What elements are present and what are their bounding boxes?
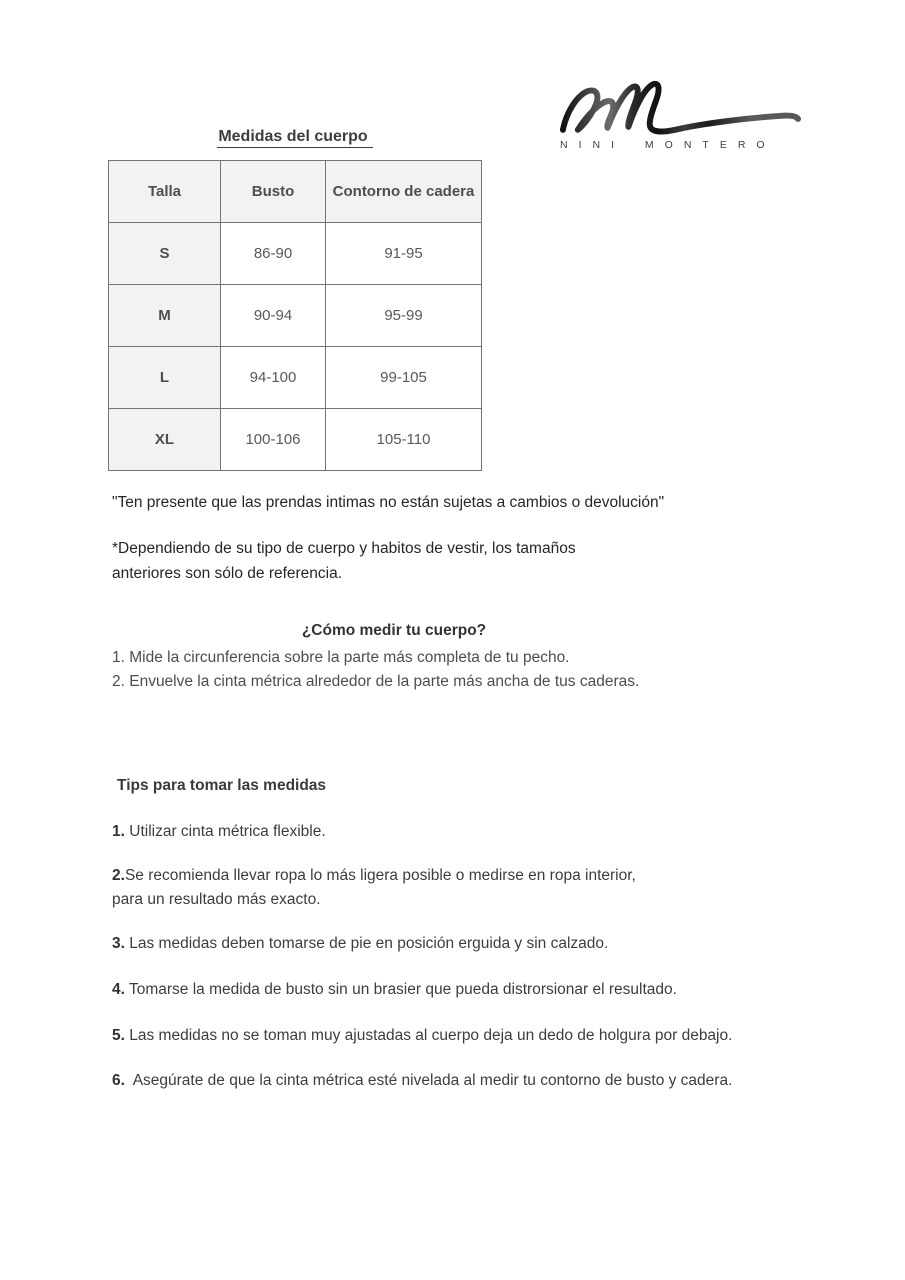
- tip-item-1: [112, 820, 882, 844]
- tip-item-6: [112, 1069, 882, 1093]
- tip-item-3: [112, 932, 882, 956]
- how-to-measure-heading: ¿Cómo medir tu cuerpo?: [301, 622, 487, 639]
- tip-number: 3.: [112, 935, 125, 952]
- reference-disclaimer: [112, 536, 576, 586]
- no-returns-note: "Ten presente que las prendas intimas no están sujetas a cambios o devolución": [112, 494, 665, 511]
- tips-heading: Tips para tomar las medidas: [117, 777, 327, 794]
- table-cell-cadera: 95-99: [326, 285, 482, 347]
- page-title-text: Medidas del cuerpo: [217, 128, 372, 148]
- brand-name: NINI MONTERO: [560, 139, 776, 151]
- table-cell-size: M: [109, 285, 221, 347]
- table-cell-busto: 90-94: [221, 285, 326, 347]
- tip-number: 4.: [112, 981, 125, 998]
- header-cell-cadera: Contorno de cadera: [326, 161, 482, 223]
- tip-number: 5.: [112, 1027, 125, 1044]
- page-title: [108, 128, 482, 146]
- tip-text: Las medidas deben tomarse de pie en posición erguida y sin calzado.: [124, 935, 609, 952]
- tip-number: 6.: [112, 1072, 125, 1089]
- tip-text: Asegúrate de que la cinta métrica esté nivelada al medir tu contorno de busto y cadera.: [124, 1072, 733, 1089]
- table-cell-size: XL: [109, 409, 221, 471]
- table-row: [109, 223, 482, 285]
- table-cell-cadera: 99-105: [326, 347, 482, 409]
- disclaimer-line-1: *Dependiendo de su tipo de cuerpo y habitos de vestir, los tamaños: [112, 540, 576, 557]
- brand-logo: [556, 80, 806, 151]
- table-cell-busto: 94-100: [221, 347, 326, 409]
- table-cell-size: S: [109, 223, 221, 285]
- tip-text: Se recomienda llevar ropa lo más ligera posible o medirse en ropa interior,: [124, 867, 636, 884]
- table-row: [109, 409, 482, 471]
- table-cell-cadera: 91-95: [326, 223, 482, 285]
- tip-item-4: [112, 978, 882, 1002]
- how-to-step-2: 2. Envuelve la cinta métrica alrededor de la parte más ancha de tus caderas.: [112, 672, 640, 690]
- header-cell-talla: Talla: [109, 161, 221, 223]
- tip-text-line-2: para un resultado más exacto.: [112, 891, 321, 908]
- tip-item-5: [112, 1024, 882, 1048]
- how-to-measure-steps: [112, 646, 639, 693]
- header-cell-busto: Busto: [221, 161, 326, 223]
- disclaimer-line-2: anteriores son sólo de referencia.: [112, 565, 343, 582]
- nm-monogram-icon: [556, 80, 804, 138]
- tip-number: 1.: [112, 823, 125, 840]
- tip-number: 2.: [112, 867, 125, 884]
- table-cell-busto: 100-106: [221, 409, 326, 471]
- how-to-step-1: 1. Mide la circunferencia sobre la parte más completa de tu pecho.: [112, 649, 570, 666]
- table-row: [109, 285, 482, 347]
- tip-item-2: [112, 864, 882, 912]
- table-cell-size: L: [109, 347, 221, 409]
- tip-text: Las medidas no se toman muy ajustadas al cuerpo deja un dedo de holgura por debajo.: [124, 1027, 733, 1044]
- tip-text: Tomarse la medida de busto sin un brasier que pueda distrorsionar el resultado.: [124, 981, 677, 998]
- table-row: [109, 347, 482, 409]
- table-header-row: [109, 161, 482, 223]
- table-cell-busto: 86-90: [221, 223, 326, 285]
- table-cell-cadera: 105-110: [326, 409, 482, 471]
- size-table: [108, 160, 482, 471]
- tip-text: Utilizar cinta métrica flexible.: [124, 823, 326, 840]
